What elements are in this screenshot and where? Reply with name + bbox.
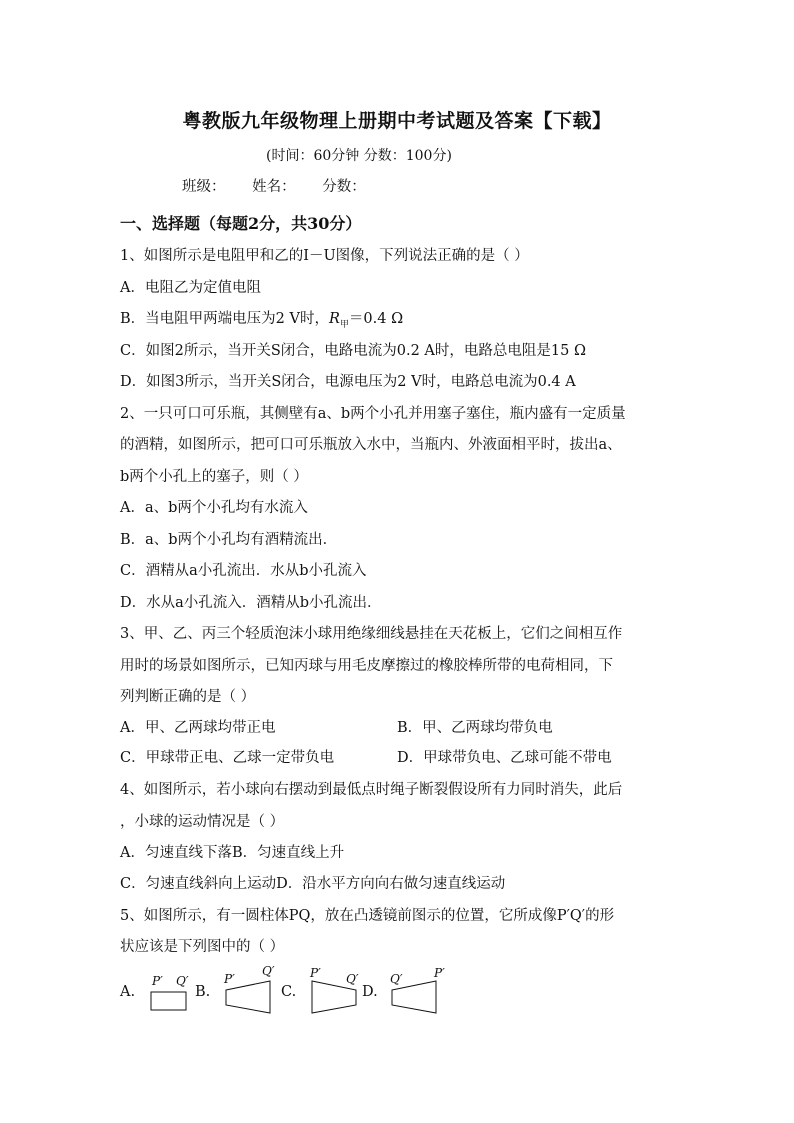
section-heading: 一、选择题（每题2分，共30分）	[120, 214, 362, 233]
q1-option-c: C．如图2所示，当开关S闭合，电路电流为0.2 A时，电路总电阻是15 Ω	[120, 343, 586, 359]
resistance-subscript: 甲	[339, 319, 349, 330]
q4-option-ab: A．匀速直线下落B．匀速直线上升	[120, 845, 345, 861]
q1-option-b-text: B．当电阻甲两端电压为2 V时，	[120, 311, 329, 327]
q5-option-b-letter: B.	[195, 984, 211, 1000]
q1-option-a: A．电阻乙为定值电阻	[120, 280, 261, 296]
q5-option-b-shape	[222, 978, 274, 1016]
q4-stem-line2: ，小球的运动情况是（ ）	[120, 814, 285, 830]
q1-option-b-value: ＝0.4 Ω	[348, 311, 404, 327]
q5-stem-line1: 5、如图所示，有一圆柱体PQ，放在凸透镜前图示的位置，它所成像P′Q′的形	[120, 908, 615, 924]
q5-b-q-label: Q′	[262, 964, 275, 978]
q5-option-d-shape	[388, 978, 440, 1016]
q2-stem-line2: 的酒精，如图所示，把可口可乐瓶放入水中，当瓶内、外液面相平时，拔出a、	[120, 437, 622, 453]
page-title: 粤教版九年级物理上册期中考试题及答案【下载】	[182, 110, 612, 132]
q2-option-a: A．a、b两个小孔均有水流入	[120, 500, 308, 516]
q5-b-p-label: P′	[224, 972, 235, 986]
q2-stem-line1: 2、一只可口可乐瓶，其侧壁有a、b两个小孔并用塞子塞住，瓶内盛有一定质量	[120, 406, 626, 422]
resistance-symbol: R	[328, 311, 340, 327]
name-label: 姓名：	[252, 179, 296, 195]
q4-stem-line1: 4、如图所示，若小球向右摆动到最低点时绳子断裂假设所有力同时消失，此后	[120, 782, 623, 798]
student-info	[182, 175, 388, 196]
class-label: 班级：	[182, 179, 226, 195]
q5-d-q-label: Q′	[390, 972, 403, 986]
q5-option-c-letter: C.	[281, 984, 297, 1000]
q5-a-p-label: P′	[152, 974, 163, 988]
q5-option-c-shape	[308, 978, 360, 1016]
q5-a-q-label: Q′	[176, 974, 189, 988]
q5-stem-line2: 状应该是下列图中的（ ）	[120, 939, 285, 955]
q1-option-d: D．如图3所示，当开关S闭合，电源电压为2 V时，电路总电流为0.4 A	[120, 374, 576, 390]
q1-stem: 1、如图所示是电阻甲和乙的I－U图像，下列说法正确的是（ ）	[120, 248, 529, 264]
score-label: 分数：	[322, 179, 366, 195]
exam-meta: (时间：60分钟 分数：100分)	[266, 148, 452, 164]
q3-option-a: A．甲、乙两球均带正电	[120, 720, 276, 736]
q3-stem-line1: 3、甲、乙、丙三个轻质泡沫小球用绝缘细线悬挂在天花板上，它们之间相互作	[120, 626, 623, 642]
q3-option-d: D．甲球带负电、乙球可能不带电	[397, 750, 612, 766]
q5-option-d-letter: D.	[362, 984, 378, 1000]
q5-option-a-shape	[150, 991, 188, 1012]
q3-option-b: B．甲、乙两球均带负电	[397, 720, 553, 736]
q5-option-a-letter: A.	[120, 984, 136, 1000]
q1-option-b	[120, 309, 403, 335]
q5-d-p-label: P′	[434, 966, 445, 980]
q3-stem-line2: 用时的场景如图所示，已知丙球与用毛皮摩擦过的橡胶棒所带的电荷相同，下	[120, 658, 613, 674]
q2-option-c: C．酒精从a小孔流出．水从b小孔流入	[120, 563, 367, 579]
q5-c-q-label: Q′	[346, 972, 359, 986]
q2-stem-line3: b两个小孔上的塞子，则（ ）	[120, 469, 308, 485]
q2-option-d: D．水从a小孔流入．酒精从b小孔流出．	[120, 595, 382, 611]
q2-option-b: B．a、b两个小孔均有酒精流出．	[120, 532, 338, 548]
q5-c-p-label: P′	[310, 966, 321, 980]
q4-option-cd: C．匀速直线斜向上运动D．沿水平方向向右做匀速直线运动	[120, 876, 506, 892]
q3-option-c: C．甲球带正电、乙球一定带负电	[120, 750, 335, 766]
q3-stem-line3: 列判断正确的是（ ）	[120, 689, 256, 705]
